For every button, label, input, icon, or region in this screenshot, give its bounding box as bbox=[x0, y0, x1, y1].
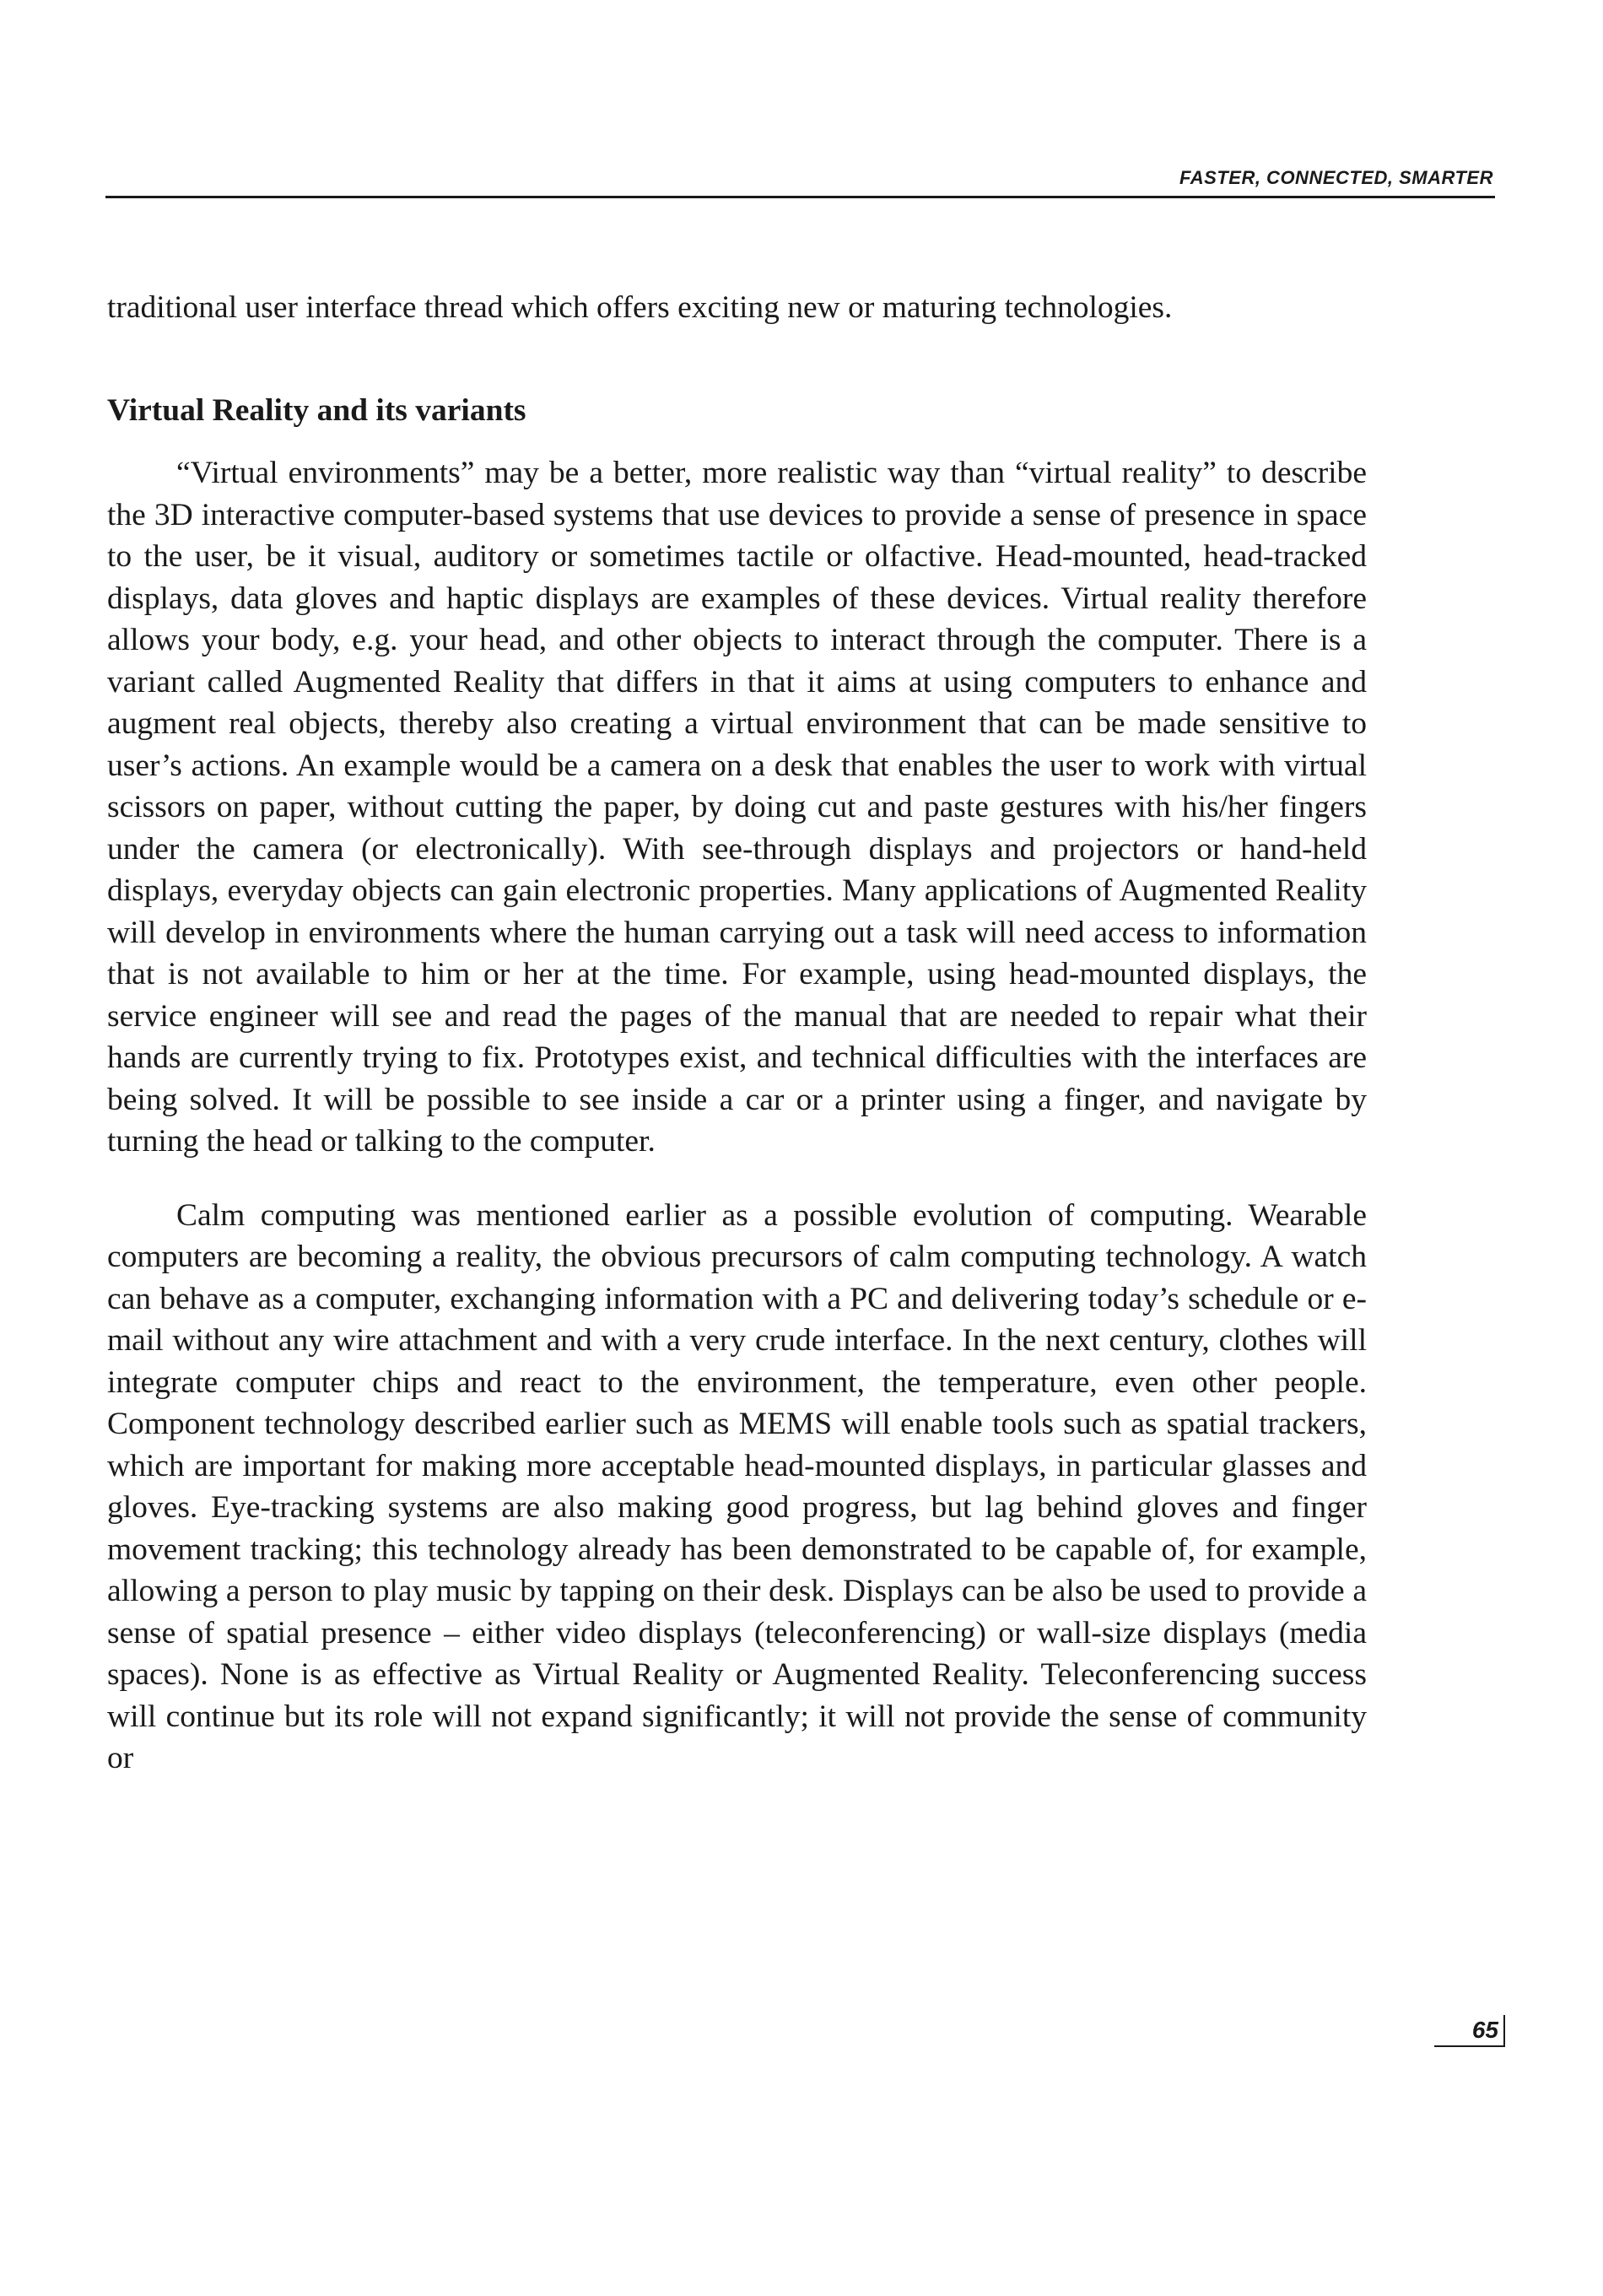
paragraph-virtual-environments: “Virtual environments” may be a better, more realistic way than “virtual reality” to describe the 3D interactive computer-based systems that use devices to provide a sense of presence in space to the user, be it visual, auditory or sometimes tactile or olfactive. Head-mounted, head-tracked displays, data gloves and haptic displays are examples of these devices. Virtual reality therefore allows your body, e.g. your head, and other objects to interact through the computer. There is a variant called Augmented Reality that differs in that it aims at using computers to enhance and augment real objects, thereby also creating a virtual environment that can be made sensitive to user’s actions. An example would be a camera on a desk that enables the user to work with virtual scissors on paper, without cutting the paper, by doing cut and paste gestures with his/her fingers under the camera (or electronically). With see-through displays and projectors or hand-held displays, everyday objects can gain electronic properties. Many applications of Augmented Reality will develop in environments where the human carrying out a task will need access to information that is not available to him or her at the time. For example, using head-mounted displays, the service engineer will see and read the pages of the manual that are needed to repair what their hands are currently trying to fix. Prototypes exist, and technical difficulties with the interfaces are being solved. It will be possible to see inside a car or a printer using a finger, and navigate by turning the head or talking to the computer. bbox=[107, 456, 1367, 1159]
header-rule bbox=[105, 196, 1495, 198]
section-heading: Virtual Reality and its variants bbox=[107, 392, 526, 428]
main-text-column bbox=[107, 287, 1367, 1780]
paragraph-calm-computing: Calm computing was mentioned earlier as a possible evolution of computing. Wearable computers are becoming a reality, the obvious precursors of calm computing technology. A watch can behave as a computer, exchanging information with a PC and delivering today’s schedule or e-mail without any wire attachment and with a very crude interface. In the next century, clothes will integrate computer chips and react to the environment, the temperature, even other people. Component technology described earlier such as MEMS will enable tools such as spatial trackers, which are important for making more acceptable head-mounted displays, in particular glasses and gloves. Eye-tracking systems are also making good progress, but lag behind gloves and finger movement tracking; this technology already has been demonstrated to be capable of, for example, allowing a person to play music by tapping on their desk. Displays can be also be used to provide a sense of spatial presence – either video displays (teleconferencing) or wall-size displays (media spaces). None is as effective as Virtual Reality or Augmented Reality. Teleconferencing success will continue but its role will not expand significantly; it will not provide the sense of community or bbox=[107, 1197, 1367, 1775]
page-number: 65 bbox=[1434, 2015, 1505, 2047]
running-header-title: FASTER, CONNECTED, SMARTER bbox=[1179, 167, 1493, 188]
paragraph-gap bbox=[107, 1163, 1367, 1195]
opening-paragraph: traditional user interface thread which offers exciting new or maturing technologies. bbox=[107, 290, 1173, 325]
